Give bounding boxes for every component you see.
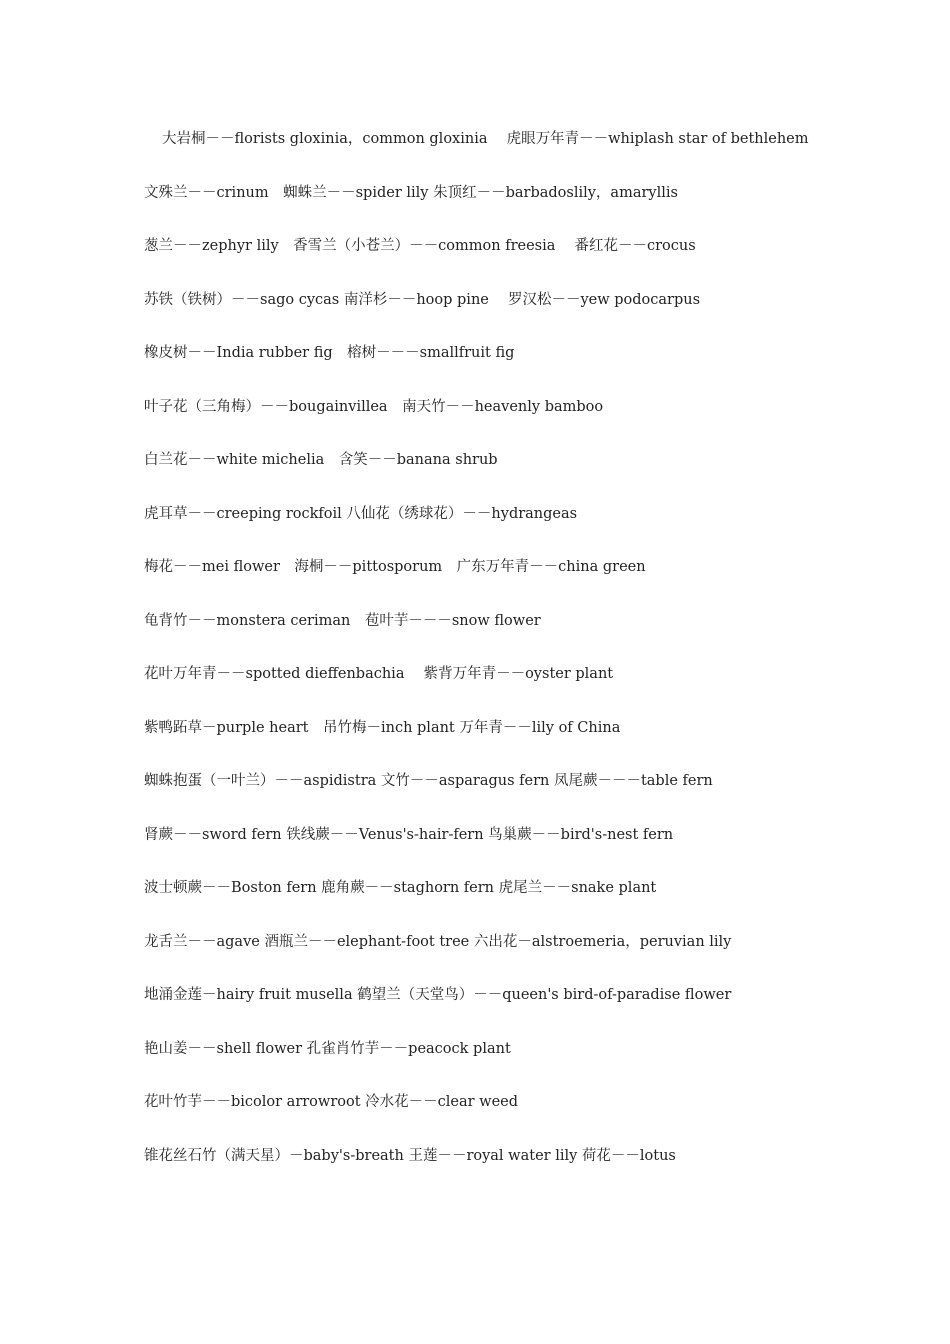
text-line-11: 花叶万年青－－spotted dieffenbachia 紫背万年青－－oyster plant bbox=[144, 666, 614, 682]
text-line-18: 艳山姜－－shell flower 孔雀肖竹芋－－peacock plant bbox=[144, 1040, 511, 1057]
text-line-5: 橡皮树－－India rubber fig 榕树－－－smallfruit fig bbox=[144, 345, 515, 361]
text-line-7: 白兰花－－white michelia 含笑－－banana shrub bbox=[144, 452, 498, 468]
text-line-13: 蜘蛛抱蛋（一叶兰）－－aspidistra 文竹－－asparagus fern 凤尾蕨－－－table fern bbox=[144, 773, 713, 789]
text-line-10: 龟背竹－－monstera ceriman 苞叶芋－－－snow flower bbox=[144, 612, 541, 629]
text-line-6: 叶子花（三角梅）－－bougainvillea 南天竹－－heavenly bamboo bbox=[144, 398, 604, 415]
text-line-14: 肾蕨－－sword fern 铁线蕨－－Venus's-hair-fern 鸟巢蕨－－bird's-nest fern bbox=[144, 826, 674, 843]
text-line-2: 文殊兰－－crinum 蜘蛛兰－－spider lily 朱顶红－－barbadoslily，amaryllis bbox=[144, 184, 678, 201]
text-line-12: 紫鸭跖草－purple heart 吊竹梅－inch plant 万年青－－lily of China bbox=[144, 719, 621, 736]
text-line-8: 虎耳草－－creeping rockfoil 八仙花（绣球花）－－hydrangeas bbox=[144, 505, 578, 522]
text-line-9: 梅花－－mei flower 海桐－－pittosporum 广东万年青－－china green bbox=[144, 559, 646, 575]
text-line-20: 锥花丝石竹（满天星）－baby's-breath 王莲－－royal water lily 荷花－－lotus bbox=[144, 1147, 676, 1164]
text-line-15: 波士顿蕨－－Boston fern 鹿角蕨－－staghorn fern 虎尾兰－－snake plant bbox=[144, 880, 657, 896]
text-line-19: 花叶竹芋－－bicolor arrowroot 冷水花－－clear weed bbox=[144, 1094, 519, 1110]
text-line-1: 大岩桐－－florists gloxinia，common gloxinia 虎眼万年青－－whiplash star of bethlehem bbox=[162, 131, 809, 147]
text-line-17: 地涌金莲－hairy fruit musella 鹤望兰（天堂鸟）－－queen's bird-of-paradise flower bbox=[144, 987, 732, 1003]
text-line-16: 龙舌兰－－agave 酒瓶兰－－elephant-foot tree 六出花－alstroemeria，peruvian lily bbox=[144, 933, 732, 950]
text-line-4: 苏铁（铁树）－－sago cycas 南洋杉－－hoop pine 罗汉松－－yew podocarpus bbox=[144, 291, 701, 308]
document-body bbox=[144, 124, 814, 1194]
text-line-3: 葱兰－－zephyr lily 香雪兰（小苍兰）－－common freesia 番红花－－crocus bbox=[144, 238, 696, 254]
